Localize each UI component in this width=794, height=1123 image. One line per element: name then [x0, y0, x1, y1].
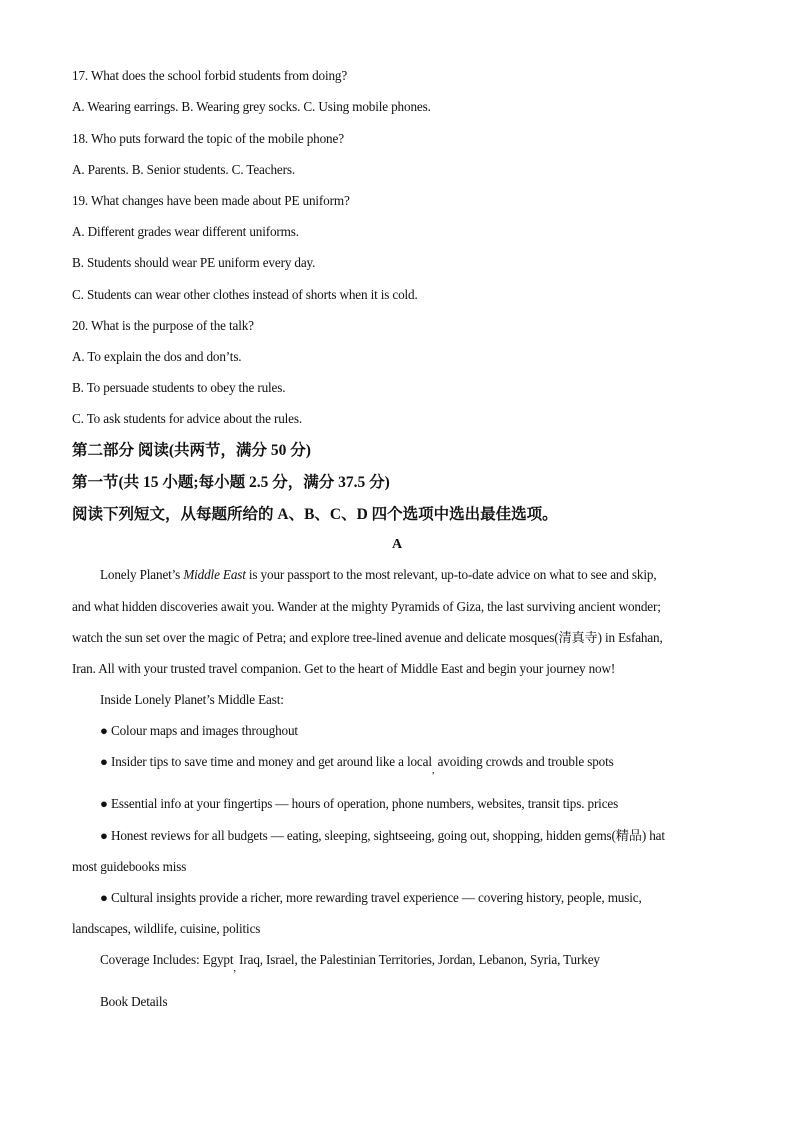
bullet-cultural-line1: ● Cultural insights provide a richer, more rewarding travel experience — covering history, people, music, — [100, 890, 642, 905]
bullet-honest-reviews-line1: ● Honest reviews for all budgets — eating, sleeping, sightseeing, going out, shopping, hidden gems(精品) hat — [100, 828, 665, 843]
coverage-line — [100, 952, 600, 974]
bullet-maps: ● Colour maps and images throughout — [100, 723, 298, 738]
question-18-stem: 18. Who puts forward the topic of the mobile phone? — [72, 131, 344, 146]
book-details-heading: Book Details — [100, 994, 168, 1009]
question-19-stem: 19. What changes have been made about PE uniform? — [72, 193, 350, 208]
passage-label: A — [392, 537, 402, 552]
passage-text: is your passport to the most relevant, up-to-date advice on what to see and skip, — [245, 567, 657, 582]
passage-p1-line3: watch the sun set over the magic of Petra; and explore tree-lined avenue and delicate mosques(清真寺) in Esfahan, — [72, 630, 663, 645]
part-title: 第二部分 阅读(共两节，满分 50 分) — [72, 442, 311, 459]
bullet-cultural-line2: landscapes, wildlife, cuisine, politics — [72, 921, 261, 936]
question-19-option-a: A. Different grades wear different uniforms. — [72, 224, 299, 239]
subscript-comma: , — [431, 764, 435, 776]
bullet-text: avoiding crowds and trouble spots — [434, 754, 614, 769]
bullet-essential-info: ● Essential info at your fingertips — hours of operation, phone numbers, websites, transit tips. prices — [100, 796, 619, 811]
question-18-options: A. Parents. B. Senior students. C. Teachers. — [72, 162, 295, 177]
question-19-option-c: C. Students can wear other clothes instead of shorts when it is cold. — [72, 287, 418, 302]
book-title-italic: Middle East — [183, 567, 246, 582]
question-17-options: A. Wearing earrings. B. Wearing grey socks. C. Using mobile phones. — [72, 99, 431, 114]
bullet-honest-reviews-line2: most guidebooks miss — [72, 859, 187, 874]
bullet-insider-tips — [100, 754, 614, 776]
passage-p1-line1 — [100, 567, 656, 583]
bullet-text: ● Insider tips to save time and money and get around like a local — [100, 754, 432, 769]
subscript-comma: , — [233, 962, 236, 974]
inside-heading: Inside Lonely Planet’s Middle East: — [100, 692, 284, 707]
passage-text: Lonely Planet’s — [100, 567, 184, 582]
question-20-option-c: C. To ask students for advice about the rules. — [72, 411, 302, 426]
question-20-option-b: B. To persuade students to obey the rules. — [72, 380, 286, 395]
question-19-option-b: B. Students should wear PE uniform every day. — [72, 255, 316, 270]
section-instruction: 阅读下列短文，从每题所给的 A、B、C、D 四个选项中选出最佳选项。 — [72, 506, 558, 523]
passage-p1-line2: and what hidden discoveries await you. Wander at the mighty Pyramids of Giza, the last surviving ancient wonder; — [72, 599, 661, 614]
question-20-option-a: A. To explain the dos and don’ts. — [72, 349, 242, 364]
coverage-text: Coverage Includes: Egypt — [100, 952, 234, 967]
question-20-stem: 20. What is the purpose of the talk? — [72, 318, 254, 333]
coverage-text: Iraq, Israel, the Palestinian Territories, Jordan, Lebanon, Syria, Turkey — [235, 952, 600, 967]
question-17-stem: 17. What does the school forbid students from doing? — [72, 68, 348, 83]
subsection-title: 第一节(共 15 小题;每小题 2.5 分，满分 37.5 分) — [72, 474, 390, 491]
passage-p1-line4: Iran. All with your trusted travel companion. Get to the heart of Middle East and begin your journey now! — [72, 661, 616, 676]
